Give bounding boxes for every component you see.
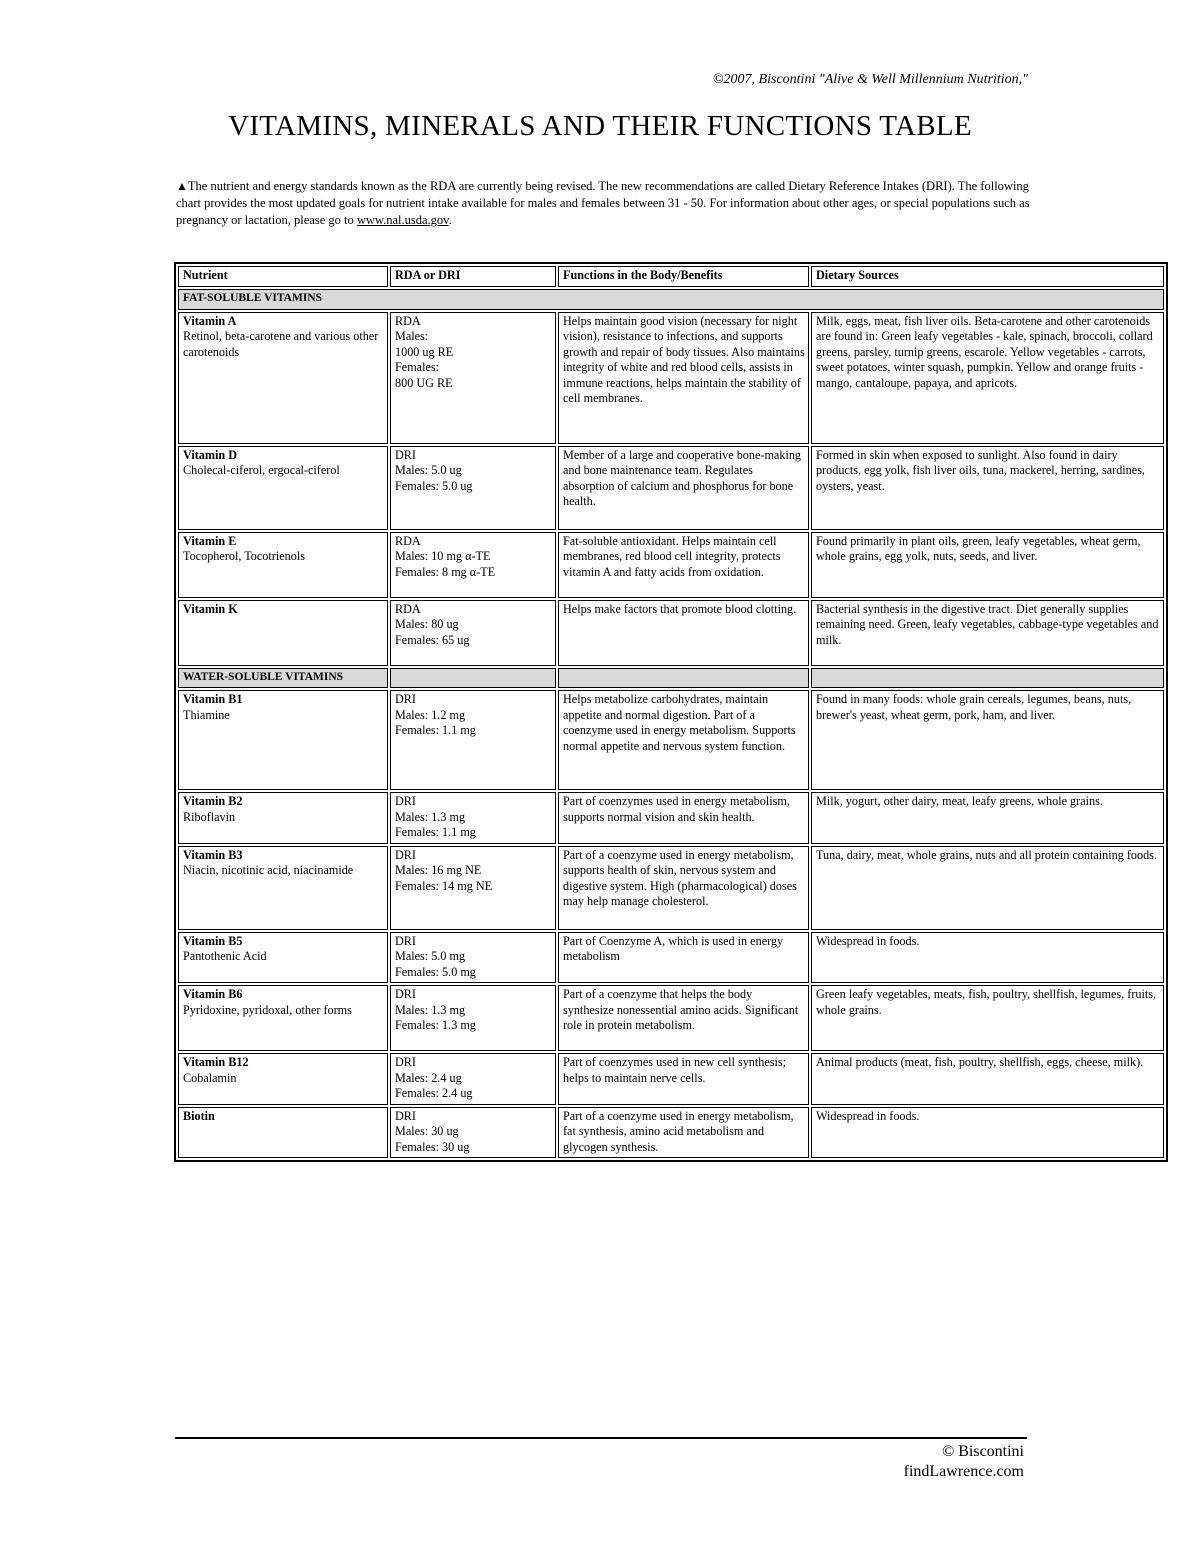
rda-line: 800 UG RE bbox=[395, 375, 453, 390]
rda-line: Females: 8 mg α-TE bbox=[395, 564, 496, 579]
section-title: FAT-SOLUBLE VITAMINS bbox=[178, 289, 1164, 310]
nutrient-cell bbox=[178, 600, 388, 666]
rda-cell bbox=[390, 690, 556, 790]
rda-cell bbox=[390, 792, 556, 844]
table-row bbox=[178, 985, 1164, 1051]
usda-link[interactable]: www.nal.usda.gov bbox=[356, 213, 449, 227]
intro-end: . bbox=[448, 213, 452, 227]
rda-line: Males: 80 ug bbox=[395, 617, 459, 631]
table-row bbox=[178, 532, 1164, 598]
rda-cell bbox=[390, 1053, 556, 1105]
table-row bbox=[178, 690, 1164, 790]
rda-cell bbox=[390, 846, 556, 930]
table-row bbox=[178, 932, 1164, 984]
rda-cell bbox=[390, 932, 556, 984]
footer-copyright: © Biscontini bbox=[942, 1443, 1024, 1460]
rda-line: Females: bbox=[395, 360, 440, 374]
functions-cell: Helps metabolize carbohydrates, maintain appetite and normal digestion. Part of a coenzyme used in energy metabolism. Supports normal appetite and nervous system function. bbox=[558, 690, 809, 790]
nutrient-cell bbox=[178, 846, 388, 930]
rda-line: Males: 16 mg NE bbox=[395, 863, 482, 877]
nutrient-name: Vitamin E bbox=[183, 533, 237, 548]
section-empty-cell bbox=[390, 668, 556, 689]
header-functions: Functions in the Body/Benefits bbox=[558, 266, 809, 287]
sources-cell: Milk, eggs, meat, fish liver oils. Beta-carotene and other carotenoids are found in: Green leafy vegetables - kale, spinach, broccoli, collard greens, parsley, turnip greens, escarole. Yellow vegetables - carrots, sweet potatoes, winter squash, pumpkin. Yellow and orange fruits - mango, cantaloupe, papaya, and apricots. bbox=[811, 312, 1164, 444]
rda-line: DRI bbox=[395, 1108, 416, 1123]
nutrient-description: Tocopherol, Tocotrienols bbox=[183, 549, 305, 563]
sources-cell: Widespread in foods. bbox=[811, 932, 1164, 984]
rda-line: DRI bbox=[395, 447, 416, 462]
header-sources: Dietary Sources bbox=[811, 266, 1164, 287]
functions-cell: Part of coenzymes used in new cell synthesis; helps to maintain nerve cells. bbox=[558, 1053, 809, 1105]
nutrient-name: Vitamin B5 bbox=[183, 933, 243, 948]
rda-line: Males: 1.2 mg bbox=[395, 707, 466, 722]
nutrient-name: Vitamin B12 bbox=[183, 1055, 249, 1069]
rda-line: DRI bbox=[395, 847, 416, 862]
rda-cell bbox=[390, 985, 556, 1051]
sources-cell: Animal products (meat, fish, poultry, shellfish, eggs, cheese, milk). bbox=[811, 1053, 1164, 1105]
header-nutrient: Nutrient bbox=[178, 266, 388, 287]
nutrient-name: Vitamin D bbox=[183, 447, 238, 462]
sources-cell: Milk, yogurt, other dairy, meat, leafy greens, whole grains. bbox=[811, 792, 1164, 844]
nutrient-description: Riboflavin bbox=[183, 809, 236, 824]
triangle-icon: ▲ bbox=[176, 179, 188, 193]
nutrient-description: Niacin, nicotinic acid, niacinamide bbox=[183, 863, 354, 877]
rda-line: Males: 10 mg α-TE bbox=[395, 549, 491, 563]
functions-cell: Part of coenzymes used in energy metabolism, supports normal vision and skin health. bbox=[558, 792, 809, 844]
intro-text: The nutrient and energy standards known as the RDA are currently being revised. The new recommendations are called Dietary Reference Intakes (DRI). The following chart provides the most updated goals for nutrient intake available for males and females between 31 - 50. For information about other ages, or special populations such as pregnancy or lactation, please go to bbox=[176, 179, 1030, 227]
nutrient-name: Vitamin B6 bbox=[183, 987, 243, 1001]
rda-cell bbox=[390, 532, 556, 598]
rda-line: Males: 1.3 mg bbox=[395, 809, 466, 824]
section-header-row bbox=[178, 668, 1164, 689]
section-header-row bbox=[178, 289, 1164, 310]
sources-cell: Found in many foods: whole grain cereals, legumes, beans, nuts, brewer's yeast, wheat germ, pork, ham, and liver. bbox=[811, 690, 1164, 790]
rda-line: RDA bbox=[395, 533, 421, 548]
functions-cell: Part of a coenzyme used in energy metabolism, fat synthesis, amino acid metabolism and glycogen synthesis. bbox=[558, 1107, 809, 1159]
table-header-row bbox=[178, 266, 1164, 287]
intro-paragraph bbox=[176, 178, 1036, 229]
rda-line: Females: 1.1 mg bbox=[395, 825, 476, 839]
rda-line: Females: 2.4 ug bbox=[395, 1086, 473, 1100]
nutrient-cell bbox=[178, 312, 388, 444]
rda-cell bbox=[390, 1107, 556, 1159]
functions-cell: Part of a coenzyme used in energy metabolism, supports health of skin, nervous system and digestive system. High (pharmacological) doses may help manage cholesterol. bbox=[558, 846, 809, 930]
sources-cell: Bacterial synthesis in the digestive tract. Diet generally supplies remaining need. Green, leafy vegetables, cabbage-type vegetables and milk. bbox=[811, 600, 1164, 666]
rda-line: Females: 1.3 mg bbox=[395, 1018, 476, 1032]
rda-line: Females: 5.0 mg bbox=[395, 964, 476, 979]
nutrient-cell bbox=[178, 932, 388, 984]
rda-line: Females: 65 ug bbox=[395, 632, 470, 647]
sources-cell: Found primarily in plant oils, green, leafy vegetables, wheat germ, whole grains, egg yolk, nuts, seeds, and liver. bbox=[811, 532, 1164, 598]
rda-line: RDA bbox=[395, 601, 421, 616]
rda-line: Males: 5.0 mg bbox=[395, 949, 466, 963]
rda-line: 1000 ug RE bbox=[395, 344, 454, 359]
copyright-note: ©2007, Biscontini "Alive & Well Millennium Nutrition," bbox=[712, 72, 1028, 87]
rda-line: Males: 2.4 ug bbox=[395, 1070, 462, 1085]
footer-divider bbox=[175, 1437, 1027, 1439]
sources-cell: Green leafy vegetables, meats, fish, poultry, shellfish, legumes, fruits, whole grains. bbox=[811, 985, 1164, 1051]
rda-cell bbox=[390, 312, 556, 444]
table-row bbox=[178, 792, 1164, 844]
rda-line: DRI bbox=[395, 692, 416, 706]
rda-line: Females: 1.1 mg bbox=[395, 723, 476, 737]
nutrient-name: Vitamin B1 bbox=[183, 692, 243, 706]
nutrient-cell bbox=[178, 1107, 388, 1159]
rda-cell bbox=[390, 446, 556, 530]
nutrient-name: Biotin bbox=[183, 1108, 215, 1123]
nutrient-description: Pyridoxine, pyridoxal, other forms bbox=[183, 1002, 352, 1017]
rda-line: Males: 1.3 mg bbox=[395, 1002, 466, 1017]
rda-line: DRI bbox=[395, 794, 416, 808]
nutrient-cell bbox=[178, 532, 388, 598]
nutrient-name: Vitamin B2 bbox=[183, 794, 243, 808]
nutrient-description: Cobalamin bbox=[183, 1070, 237, 1085]
nutrient-description: Cholecal-ciferol, ergocal-ciferol bbox=[183, 463, 340, 477]
functions-cell: Helps maintain good vision (necessary for night vision), resistance to infections, and supports growth and repair of body tissues. Also maintains integrity of white and red blood cells, assists in immune reactions, helps maintain the stability of cell membranes. bbox=[558, 312, 809, 444]
rda-line: DRI bbox=[395, 1055, 416, 1069]
table-row bbox=[178, 312, 1164, 444]
rda-line: Females: 5.0 ug bbox=[395, 478, 473, 493]
nutrient-cell bbox=[178, 690, 388, 790]
sources-cell: Widespread in foods. bbox=[811, 1107, 1164, 1159]
nutrient-description: Pantothenic Acid bbox=[183, 949, 267, 963]
rda-line: Males: bbox=[395, 329, 429, 343]
rda-line: Males: 30 ug bbox=[395, 1124, 459, 1138]
rda-line: DRI bbox=[395, 933, 416, 948]
nutrient-name: Vitamin B3 bbox=[183, 847, 243, 862]
rda-line: Females: 14 mg NE bbox=[395, 878, 493, 893]
table-row bbox=[178, 846, 1164, 930]
sources-cell: Tuna, dairy, meat, whole grains, nuts and all protein containing foods. bbox=[811, 846, 1164, 930]
rda-line: DRI bbox=[395, 987, 416, 1001]
page-title: VITAMINS, MINERALS AND THEIR FUNCTIONS TABLE bbox=[228, 110, 972, 142]
rda-cell bbox=[390, 600, 556, 666]
table-row bbox=[178, 1107, 1164, 1159]
table-row bbox=[178, 600, 1164, 666]
rda-line: Females: 30 ug bbox=[395, 1139, 470, 1154]
nutrient-cell bbox=[178, 446, 388, 530]
functions-cell: Member of a large and cooperative bone-making and bone maintenance team. Regulates absorption of calcium and phosphorus for bone health. bbox=[558, 446, 809, 530]
vitamins-table bbox=[174, 262, 1168, 1162]
nutrient-cell bbox=[178, 985, 388, 1051]
header-rda: RDA or DRI bbox=[390, 266, 556, 287]
sources-cell: Formed in skin when exposed to sunlight. Also found in dairy products, egg yolk, fish liver oils, tuna, mackerel, herring, sardines, oysters, yeast. bbox=[811, 446, 1164, 530]
nutrient-name: Vitamin A bbox=[183, 313, 237, 328]
table-row bbox=[178, 1053, 1164, 1105]
functions-cell: Part of a coenzyme that helps the body synthesize nonessential amino acids. Significant role in protein metabolism. bbox=[558, 985, 809, 1051]
rda-line: RDA bbox=[395, 313, 421, 328]
footer-site: findLawrence.com bbox=[903, 1463, 1024, 1480]
nutrient-cell bbox=[178, 1053, 388, 1105]
nutrient-cell bbox=[178, 792, 388, 844]
nutrient-description: Thiamine bbox=[183, 707, 230, 722]
functions-cell: Helps make factors that promote blood clotting. bbox=[558, 600, 809, 666]
table-row bbox=[178, 446, 1164, 530]
section-title: WATER-SOLUBLE VITAMINS bbox=[178, 668, 388, 689]
nutrient-name: Vitamin K bbox=[183, 601, 238, 616]
nutrient-description: Retinol, beta-carotene and various other carotenoids bbox=[183, 329, 379, 359]
footer bbox=[0, 1442, 1024, 1482]
section-empty-cell bbox=[811, 668, 1164, 689]
functions-cell: Part of Coenzyme A, which is used in energy metabolism bbox=[558, 932, 809, 984]
rda-line: Males: 5.0 ug bbox=[395, 463, 462, 477]
section-empty-cell bbox=[558, 668, 809, 689]
functions-cell: Fat-soluble antioxidant. Helps maintain cell membranes, red blood cell integrity, protects vitamin A and fatty acids from oxidation. bbox=[558, 532, 809, 598]
